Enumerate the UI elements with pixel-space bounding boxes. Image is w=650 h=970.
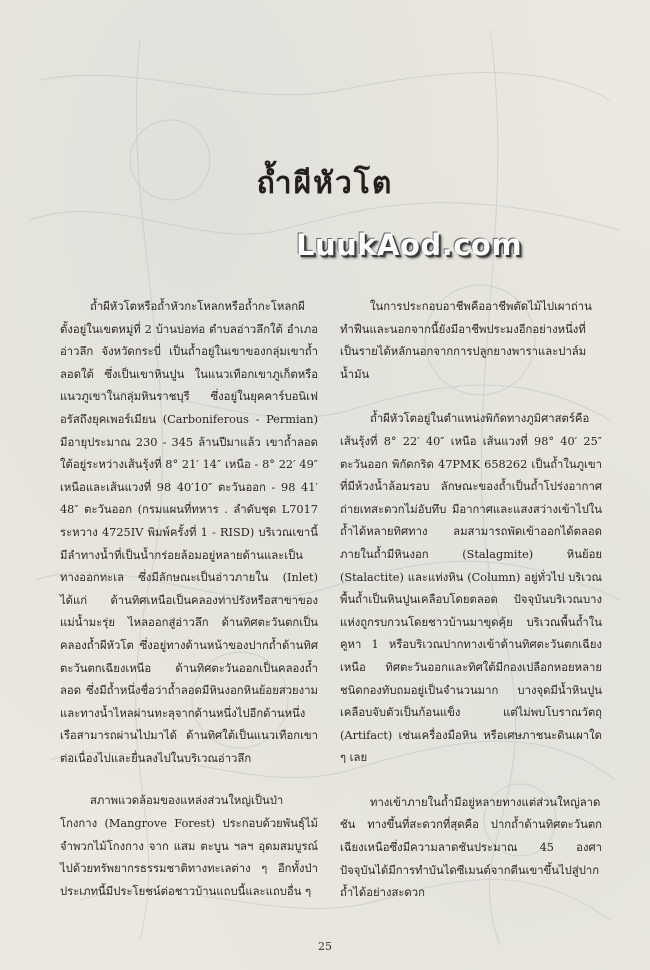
page-number: 25: [318, 940, 332, 953]
paragraph: สภาพแวดล้อมของแหล่งส่วนใหญ่เป็นป่าโกงกาง (Mangrove Forest) ประกอบด้วยพันธุ์ไม้จำพวกไม้โกงกาง จาก แสม ตะบูน ฯลฯ อุดมสมบูรณ์ไปด้วยทรัพยากรธรรมชาติทางทะเลต่าง ๆ อีกทั้งป่าประเภทนี้มีประโยชน์ต่อชาวบ้านแถบนี้และแถบอื่น ๆ: [60, 794, 318, 898]
paragraph-spacer: [340, 770, 602, 792]
paragraph: ถ้ำผีหัวโตหรือถ้ำหัวกะโหลกหรือถ้ำกะโหลกผี ตั้งอยู่ในเขตหมู่ที่ 2 บ้านบ่อท่อ ตำบลอ่าวลึกใต้ อำเภออ่าวลึก จังหวัดกระบี่ เป็นถ้ำอยู่ในเขาของกลุ่มเขาถ้ำลอดใต้ ซึ่งเป็นเขาหินปูน ในแนวเทือกเขาภูเก็ตหรือแนวภูเขาในกลุ่มหินราชบุรี ซึ่งอยู่ในยุคคาร์บอนิเฟอรัสถึงยุคเพอร์เมียน (Carboniferous - Permian) มีอายุประมาณ 230 - 345 ล้านปีมาแล้ว เขาถ้ำลอดใต้อยู่ระหว่างเส้นรุ้งที่ 8° 21′ 14″ เหนือ - 8° 22′ 49″ เหนือและเส้นแวงที่ 98 40′10″ ตะวันออก - 98 41′ 48″ ตะวันออก (กรมแผนที่ทหาร . ลำดับชุด L7017 ระหวาง 4725IV พิมพ์ครั้งที่ 1 - RISD) บริเวณเขานี้มีลำทางน้ำที่เป็นน้ำกร่อยล้อมอยู่หลายด้านและเป็นทางออกทะเล ซึ่งมีลักษณะเป็นอ่าวภายใน (Inlet) ได้แก่ ด้านทิศเหนือเป็นคลองท่าปรังหรือสาขาของแม่น้ำมะรุ่ย ไหลออกสู่อ่าวลึก ด้านทิศตะวันตกเป็นคลองถ้ำผีหัวโต ซึ่งอยู่ทางด้านหน้าของปากถ้ำด้านทิศตะวันตกเฉียงเหนือ ด้านทิศตะวันออกเป็นคลองถ้ำลอด ซึ่งมีถ้ำหนึ่งชื่อว่าถ้ำลอดมีหินงอกหินย้อยสวยงามและทางน้ำไหลผ่านทะลุจากด้านหนึ่งไปอีกด้านหนึ่ง เรือสามารถผ่านไปมาได้ ด้านทิศใต้เป็นแนวเทือกเขาต่อเนื่องไปและยื่นลงไปในบริเวณอ่าวลึก: [60, 300, 318, 765]
paragraph-spacer: [340, 386, 602, 408]
left-text-column: [60, 296, 318, 903]
paragraph: ถ้ำผีหัวโตอยู่ในตำแหน่งพิกัดทางภูมิศาสตร์คือ เส้นรุ้งที่ 8° 22′ 40″ เหนือ เส้นแวงที่ 98° 40′ 25″ ตะวันออก พิกัดกริด 47PMK 658262 เป็นถ้ำในภูเขาที่มีห้วงน้ำล้อมรอบ ลักษณะของถ้ำเป็นถ้ำโปร่งอากาศถ่ายเทสะดวกไม่อับทึบ มีอากาศและแสงสว่างเข้าไปในถ้ำได้หลายทิศทาง ลมสามารถพัดเข้าออกได้ตลอด ภายในถ้ำมีหินงอก (Stalagmite) หินย้อย (Stalactite) และแท่งหิน (Column) อยู่ทั่วไป บริเวณพื้นถ้ำเป็นหินปูนเคลือบโดยตลอด ปัจจุบันบริเวณบางแห่งถูกรบกวนโดยชาวบ้านมาขุดคุ้ย บริเวณพื้นถ้ำในคูหา 1 หรือบริเวณปากทางเข้าด้านทิศตะวันตกเฉียงเหนือ ทิศตะวันออกและทิศใต้มีกองเปลือกหอยหลายชนิดกองทับถมอยู่เป็นจำนวนมาก บางจุดมีน้ำหินปูนเคลือบจับตัวเป็นก้อนแข็ง แต่ไม่พบโบราณวัตถุ (Artifact) เช่นเครื่องมือหิน หรือเศษภาชนะดินเผาใด ๆ เลย: [340, 412, 602, 765]
paragraph-spacer: [60, 770, 318, 790]
paragraph: ทางเข้าภายในถ้ำมีอยู่หลายทางแต่ส่วนใหญ่ลาดชัน ทางขึ้นที่สะดวกที่สุดคือ ปากถ้ำด้านทิศตะวันตกเฉียงเหนือซึ่งมีความลาดชันประมาณ 45 องศา ปัจจุบันได้มีการทำบันไดซีเมนต์จากตีนเขาขึ้นไปสู่ปากถ้ำได้อย่างสะดวก: [340, 795, 602, 900]
paragraph: ในการประกอบอาชีพคืออาชีพตัดไม้ไปเผาถ่านทำฟืนและนอกจากนี้ยังมีอาชีพประมงอีกอย่างหนึ่งที่เป็นรายได้หลักนอกจากการปลูกยางพาราและปาล์มน้ำมัน: [340, 300, 592, 381]
watermark-logo: LuukAod.com: [296, 228, 523, 262]
right-text-column: [340, 296, 602, 905]
page-title: ถ้ำผีหัวโต: [256, 166, 394, 201]
